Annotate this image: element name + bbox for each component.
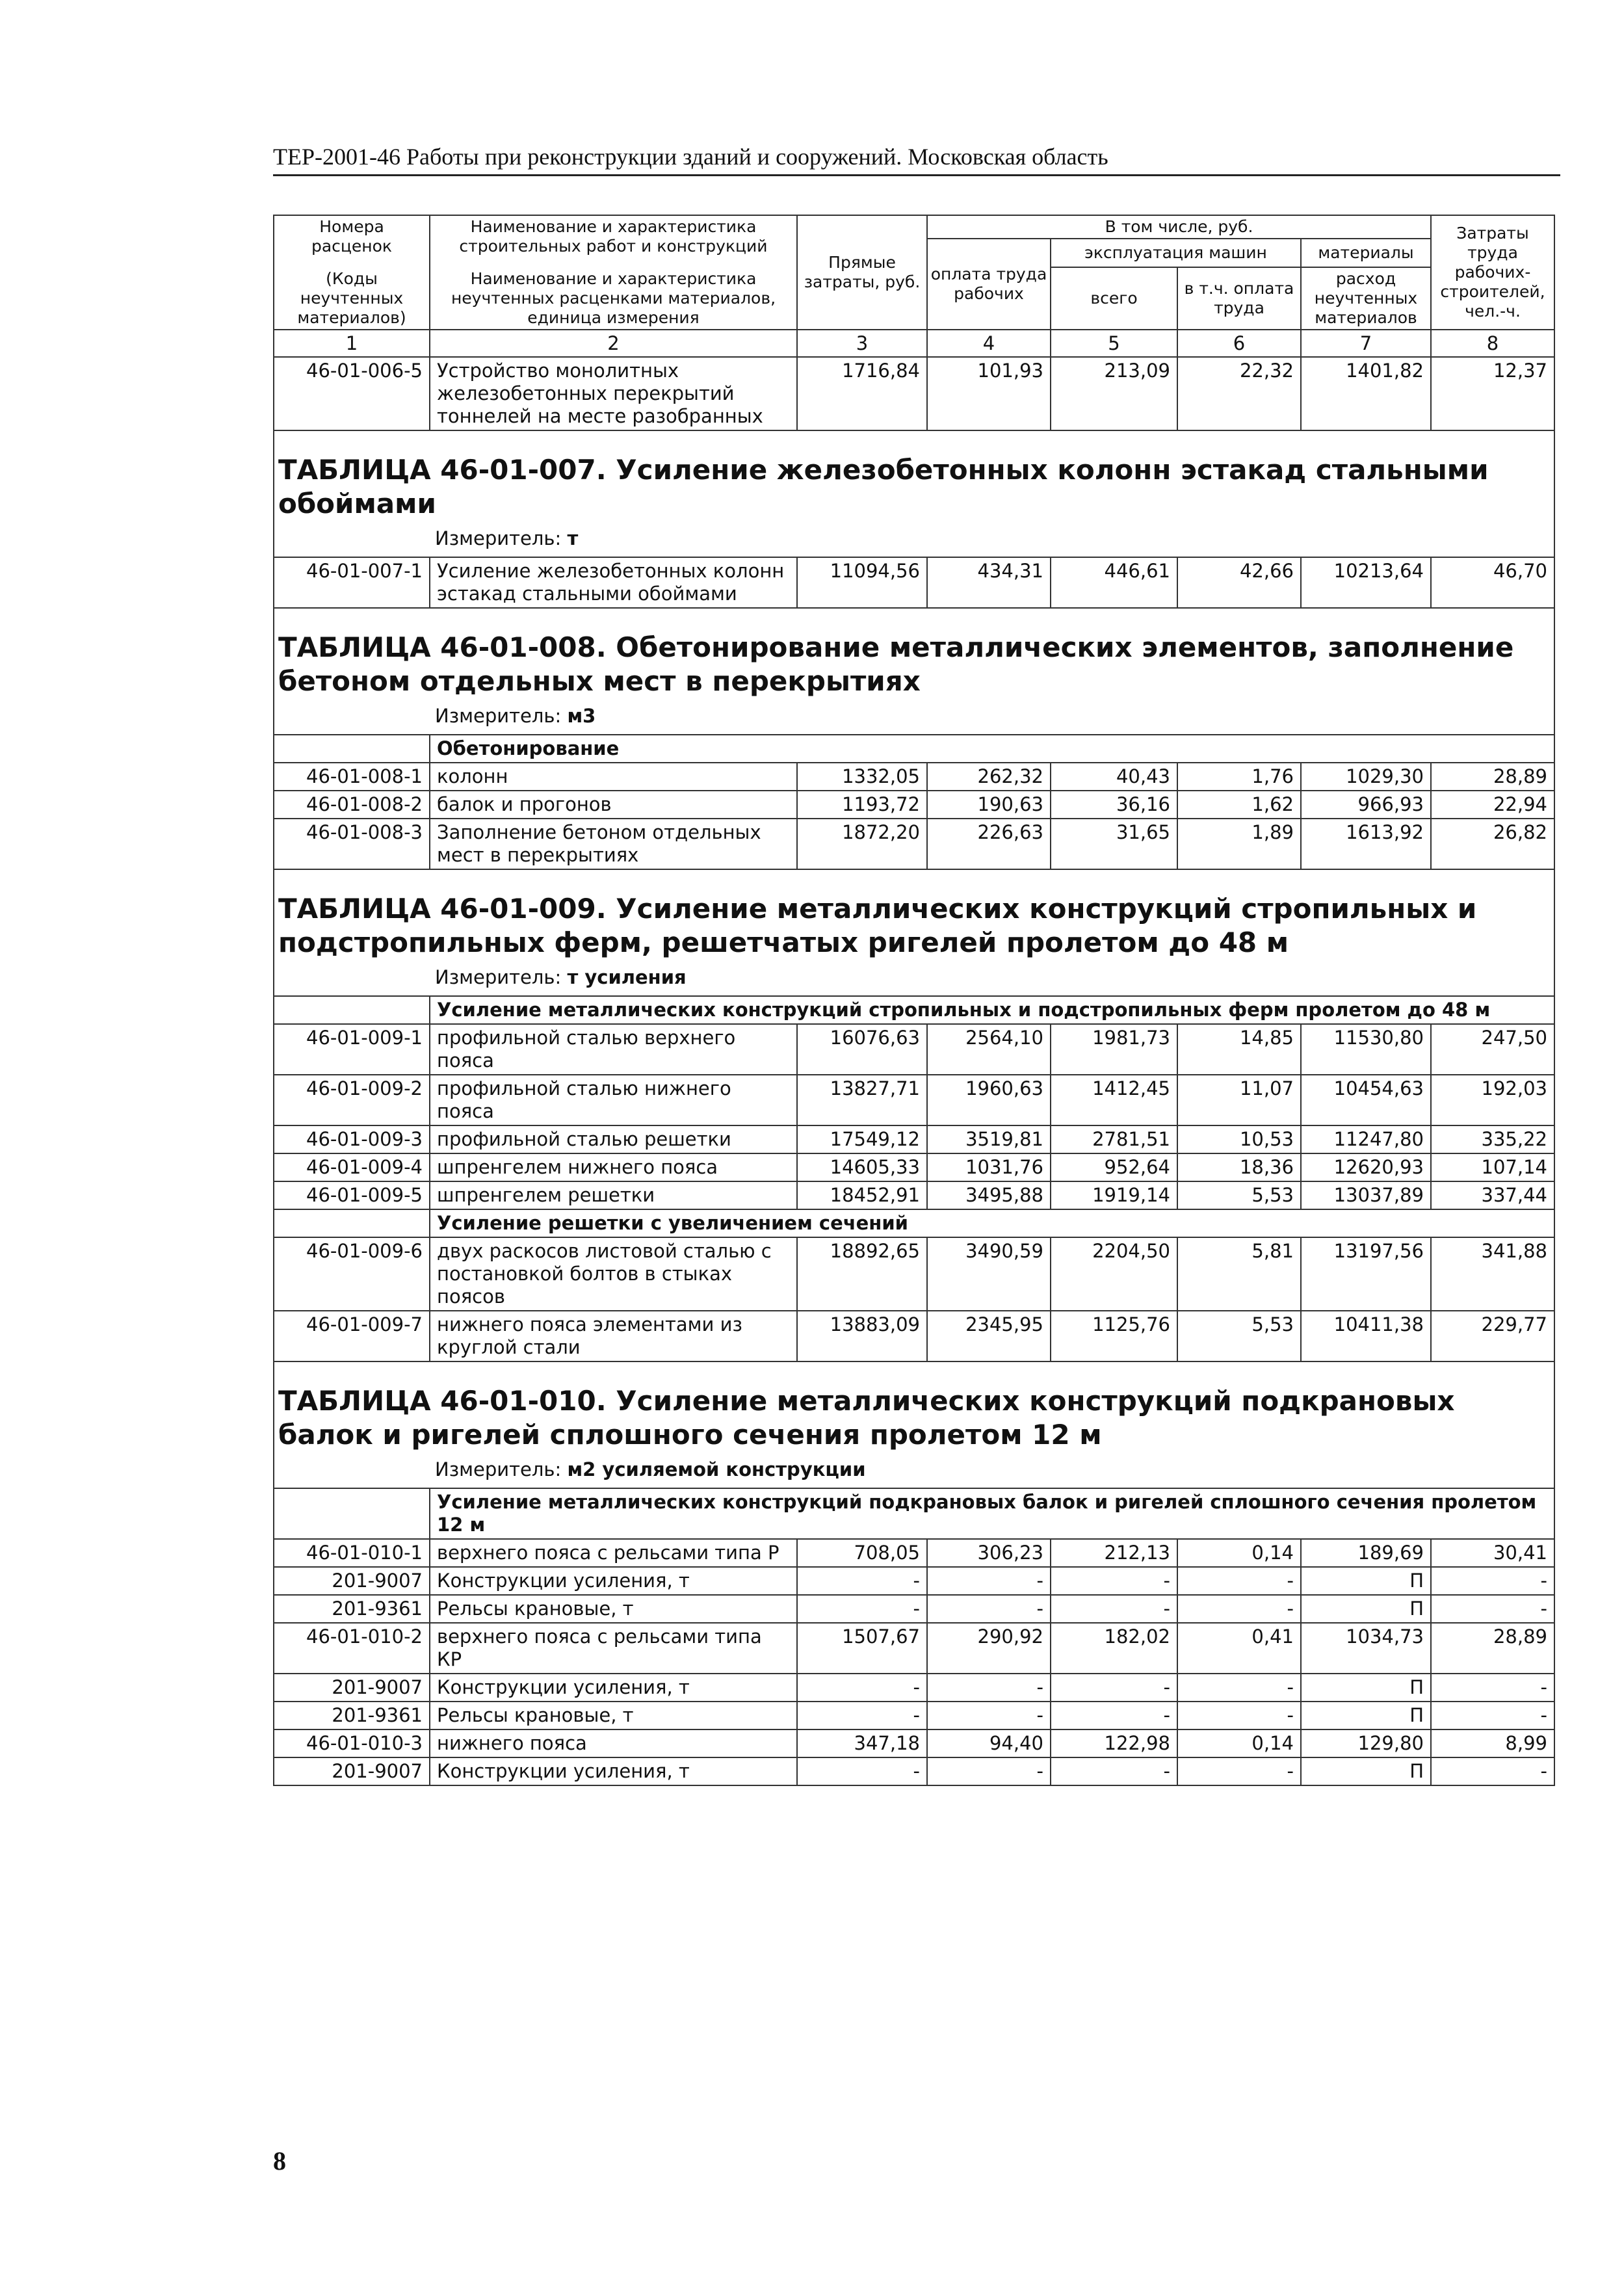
- cell-wages: 190,63: [927, 791, 1051, 819]
- cell-wages: 290,92: [927, 1623, 1051, 1674]
- cell-machines-wages: 0,14: [1177, 1539, 1301, 1567]
- unit-line: [274, 698, 1554, 735]
- row-code: 46-01-009-7: [274, 1311, 430, 1361]
- cell-labor: 107,14: [1431, 1153, 1554, 1181]
- row-name: Устройство монолитных железобетонных перекрытий тоннелей на месте разобранных: [430, 357, 797, 430]
- row-code: 46-01-009-4: [274, 1153, 430, 1181]
- column-number: 3: [797, 330, 927, 357]
- cell-machines: 1919,14: [1051, 1181, 1177, 1209]
- cell-materials: П: [1301, 1567, 1431, 1595]
- table-row: [274, 1567, 1554, 1595]
- column-number: 5: [1051, 330, 1177, 357]
- col-header-machines: эксплуатация машин: [1051, 239, 1301, 267]
- table-title: ТАБЛИЦА 46-01-010. Усиление металлических конструкций подкрановых балок и ригелей сплошного сечения пролетом 12 м: [274, 1384, 1554, 1452]
- unit-line: [274, 960, 1554, 996]
- unit-label: Измеритель:: [435, 1458, 562, 1480]
- table-row: [274, 1075, 1554, 1125]
- row-name: профильной сталью нижнего пояса: [430, 1075, 797, 1125]
- table-row: [274, 1181, 1554, 1209]
- cell-materials: 1034,73: [1301, 1623, 1431, 1674]
- spacer: [274, 430, 1554, 453]
- row-code: 46-01-006-5: [274, 357, 430, 430]
- row-code: 46-01-010-1: [274, 1539, 430, 1567]
- row-code: 46-01-009-6: [274, 1237, 430, 1311]
- cell-direct: 1507,67: [797, 1623, 927, 1674]
- section-row: [274, 996, 1554, 1024]
- unit-line: [274, 1452, 1554, 1488]
- cell-direct: 1872,20: [797, 819, 927, 869]
- cell-machines-wages: 5,53: [1177, 1311, 1301, 1361]
- unit-line: [274, 521, 1554, 557]
- cell-labor: -: [1431, 1567, 1554, 1595]
- cell-labor: 12,37: [1431, 357, 1554, 430]
- table-row: [274, 791, 1554, 819]
- section-blank: [274, 1488, 430, 1539]
- cell-machines-wages: -: [1177, 1674, 1301, 1702]
- row-code: 46-01-009-2: [274, 1075, 430, 1125]
- table-title: ТАБЛИЦА 46-01-008. Обетонирование металлических элементов, заполнение бетоном отдельных мест в перекрытиях: [274, 631, 1554, 698]
- spacer: [274, 1361, 1554, 1384]
- cell-wages: -: [927, 1595, 1051, 1623]
- cell-wages: 306,23: [927, 1539, 1051, 1567]
- cell-direct: 1193,72: [797, 791, 927, 819]
- cell-machines: 182,02: [1051, 1623, 1177, 1674]
- cell-labor: 341,88: [1431, 1237, 1554, 1311]
- cell-labor: 229,77: [1431, 1311, 1554, 1361]
- table-title: ТАБЛИЦА 46-01-009. Усиление металлических конструкций стропильных и подстропильных ферм, решетчатых ригелей пролетом до 48 м: [274, 892, 1554, 960]
- table-row: [274, 1623, 1554, 1674]
- unit-label: Измеритель:: [435, 705, 562, 727]
- cell-materials: 966,93: [1301, 791, 1431, 819]
- table-row: [274, 1595, 1554, 1623]
- row-code: 46-01-009-5: [274, 1181, 430, 1209]
- row-name: нижнего пояса: [430, 1729, 797, 1757]
- column-number: 8: [1431, 330, 1554, 357]
- cell-machines: 1981,73: [1051, 1024, 1177, 1075]
- cell-machines: 31,65: [1051, 819, 1177, 869]
- running-header: ТЕР-2001-46 Работы при реконструкции зданий и сооружений. Московская область: [273, 142, 1560, 176]
- cell-labor: 28,89: [1431, 1623, 1554, 1674]
- cell-wages: 1031,76: [927, 1153, 1051, 1181]
- col-header-labor: Затраты труда рабочих-строителей, чел.-ч.: [1431, 215, 1554, 330]
- cell-direct: -: [797, 1702, 927, 1729]
- row-code: 46-01-010-2: [274, 1623, 430, 1674]
- cell-machines-wages: 1,62: [1177, 791, 1301, 819]
- row-name: Конструкции усиления, т: [430, 1674, 797, 1702]
- cell-labor: -: [1431, 1757, 1554, 1785]
- unit-label: Измеритель:: [435, 966, 562, 988]
- spacer: [274, 869, 1554, 892]
- row-name: Конструкции усиления, т: [430, 1567, 797, 1595]
- table-row: [274, 1153, 1554, 1181]
- cell-machines: 446,61: [1051, 557, 1177, 608]
- cell-machines: -: [1051, 1567, 1177, 1595]
- table-row: [274, 557, 1554, 608]
- cell-labor: 8,99: [1431, 1729, 1554, 1757]
- row-code: 201-9361: [274, 1702, 430, 1729]
- row-name: колонн: [430, 763, 797, 791]
- cell-machines: 2781,51: [1051, 1125, 1177, 1153]
- cell-materials: П: [1301, 1595, 1431, 1623]
- col-header-name: Наименование и характеристика строительных работ и конструкций Наименование и характеристика неучтенных расценками материалов, единица измерения: [430, 215, 797, 330]
- cell-materials: 1029,30: [1301, 763, 1431, 791]
- cell-machines-wages: 18,36: [1177, 1153, 1301, 1181]
- cell-machines-wages: 14,85: [1177, 1024, 1301, 1075]
- cell-direct: 17549,12: [797, 1125, 927, 1153]
- cell-wages: -: [927, 1702, 1051, 1729]
- cell-machines-wages: -: [1177, 1702, 1301, 1729]
- table-row: [274, 763, 1554, 791]
- unit-value: т: [567, 527, 579, 549]
- unit-value: м3: [567, 705, 596, 727]
- cell-direct: 13827,71: [797, 1075, 927, 1125]
- section-title: Обетонирование: [430, 735, 1554, 763]
- cell-materials: 12620,93: [1301, 1153, 1431, 1181]
- row-code: 46-01-008-1: [274, 763, 430, 791]
- col-header-incl-wages: в т.ч. оплата труда: [1177, 267, 1301, 330]
- cell-machines-wages: 5,81: [1177, 1237, 1301, 1311]
- table-row: [274, 1539, 1554, 1567]
- row-code: 46-01-009-1: [274, 1024, 430, 1075]
- row-code: 46-01-007-1: [274, 557, 430, 608]
- cell-machines: -: [1051, 1674, 1177, 1702]
- cell-labor: 28,89: [1431, 763, 1554, 791]
- section-blank: [274, 1209, 430, 1237]
- cell-wages: 94,40: [927, 1729, 1051, 1757]
- row-name: верхнего пояса с рельсами типа КР: [430, 1623, 797, 1674]
- cell-materials: 13197,56: [1301, 1237, 1431, 1311]
- cell-labor: 22,94: [1431, 791, 1554, 819]
- page-number: 8: [273, 2146, 286, 2176]
- cell-labor: 337,44: [1431, 1181, 1554, 1209]
- cell-materials: 189,69: [1301, 1539, 1431, 1567]
- cell-direct: -: [797, 1567, 927, 1595]
- row-name: двух раскосов листовой сталью с постановкой болтов в стыках поясов: [430, 1237, 797, 1311]
- cell-direct: 13883,09: [797, 1311, 927, 1361]
- cell-labor: 192,03: [1431, 1075, 1554, 1125]
- row-name: Конструкции усиления, т: [430, 1757, 797, 1785]
- table-row: [274, 819, 1554, 869]
- row-name: Рельсы крановые, т: [430, 1702, 797, 1729]
- cell-materials: 11247,80: [1301, 1125, 1431, 1153]
- unit-value: т усиления: [567, 966, 687, 988]
- cell-wages: 101,93: [927, 357, 1051, 430]
- cell-materials: 13037,89: [1301, 1181, 1431, 1209]
- cell-machines: 213,09: [1051, 357, 1177, 430]
- col-header-total: всего: [1051, 267, 1177, 330]
- col-header-materials: материалы: [1301, 239, 1431, 267]
- cell-labor: 46,70: [1431, 557, 1554, 608]
- table-title: ТАБЛИЦА 46-01-007. Усиление железобетонных колонн эстакад стальными обоймами: [274, 453, 1554, 521]
- cell-materials: 10411,38: [1301, 1311, 1431, 1361]
- col-header-wages: оплата труда рабочих: [927, 239, 1051, 330]
- row-name: шпренгелем нижнего пояса: [430, 1153, 797, 1181]
- price-table: [273, 215, 1555, 1786]
- cell-wages: -: [927, 1674, 1051, 1702]
- cell-direct: 347,18: [797, 1729, 927, 1757]
- cell-machines: 36,16: [1051, 791, 1177, 819]
- table-row: [274, 1729, 1554, 1757]
- cell-wages: 3490,59: [927, 1237, 1051, 1311]
- section-blank: [274, 996, 430, 1024]
- row-code: 201-9007: [274, 1567, 430, 1595]
- cell-machines-wages: 22,32: [1177, 357, 1301, 430]
- cell-direct: 18892,65: [797, 1237, 927, 1311]
- cell-labor: -: [1431, 1674, 1554, 1702]
- cell-machines-wages: -: [1177, 1567, 1301, 1595]
- row-code: 201-9361: [274, 1595, 430, 1623]
- cell-machines: 2204,50: [1051, 1237, 1177, 1311]
- cell-materials: 129,80: [1301, 1729, 1431, 1757]
- cell-direct: 1332,05: [797, 763, 927, 791]
- row-code: 46-01-010-3: [274, 1729, 430, 1757]
- cell-machines-wages: 1,76: [1177, 763, 1301, 791]
- row-name: профильной сталью решетки: [430, 1125, 797, 1153]
- cell-materials: 11530,80: [1301, 1024, 1431, 1075]
- table-row: [274, 1757, 1554, 1785]
- cell-machines: 1125,76: [1051, 1311, 1177, 1361]
- cell-machines-wages: 11,07: [1177, 1075, 1301, 1125]
- cell-machines: 212,13: [1051, 1539, 1177, 1567]
- section-blank: [274, 735, 430, 763]
- cell-machines-wages: 42,66: [1177, 557, 1301, 608]
- section-row: [274, 1488, 1554, 1539]
- table-row: [274, 1125, 1554, 1153]
- row-code: 201-9007: [274, 1674, 430, 1702]
- cell-labor: 335,22: [1431, 1125, 1554, 1153]
- cell-machines-wages: -: [1177, 1595, 1301, 1623]
- section-title: Усиление металлических конструкций подкрановых балок и ригелей сплошного сечения пролетом 12 м: [430, 1488, 1554, 1539]
- cell-machines-wages: 5,53: [1177, 1181, 1301, 1209]
- cell-direct: 11094,56: [797, 557, 927, 608]
- col-header-unaccounted: расход неучтенных материалов: [1301, 267, 1431, 330]
- row-name: Усиление железобетонных колонн эстакад стальными обоймами: [430, 557, 797, 608]
- column-number: 1: [274, 330, 430, 357]
- cell-machines-wages: 0,41: [1177, 1623, 1301, 1674]
- section-row: [274, 1209, 1554, 1237]
- column-number: 6: [1177, 330, 1301, 357]
- cell-machines-wages: 0,14: [1177, 1729, 1301, 1757]
- cell-wages: 1960,63: [927, 1075, 1051, 1125]
- row-name: шпренгелем решетки: [430, 1181, 797, 1209]
- table-row: [274, 357, 1554, 430]
- cell-direct: -: [797, 1595, 927, 1623]
- cell-machines-wages: -: [1177, 1757, 1301, 1785]
- cell-direct: 708,05: [797, 1539, 927, 1567]
- cell-wages: 226,63: [927, 819, 1051, 869]
- cell-materials: П: [1301, 1674, 1431, 1702]
- spacer: [274, 608, 1554, 631]
- cell-materials: 1401,82: [1301, 357, 1431, 430]
- cell-machines: 122,98: [1051, 1729, 1177, 1757]
- cell-materials: П: [1301, 1702, 1431, 1729]
- row-name: балок и прогонов: [430, 791, 797, 819]
- cell-machines: 40,43: [1051, 763, 1177, 791]
- col-header-incl: В том числе, руб.: [927, 215, 1431, 239]
- cell-machines-wages: 10,53: [1177, 1125, 1301, 1153]
- cell-direct: -: [797, 1757, 927, 1785]
- table-row: [274, 1024, 1554, 1075]
- cell-wages: 3495,88: [927, 1181, 1051, 1209]
- row-code: 46-01-009-3: [274, 1125, 430, 1153]
- table-row: [274, 1702, 1554, 1729]
- cell-labor: 26,82: [1431, 819, 1554, 869]
- cell-wages: 2564,10: [927, 1024, 1051, 1075]
- row-name: Рельсы крановые, т: [430, 1595, 797, 1623]
- unit-value: м2 усиляемой конструкции: [567, 1458, 866, 1480]
- cell-labor: 247,50: [1431, 1024, 1554, 1075]
- section-title: Усиление решетки с увеличением сечений: [430, 1209, 1554, 1237]
- cell-labor: -: [1431, 1595, 1554, 1623]
- cell-wages: 3519,81: [927, 1125, 1051, 1153]
- cell-machines: -: [1051, 1757, 1177, 1785]
- row-code: 46-01-008-2: [274, 791, 430, 819]
- cell-wages: 434,31: [927, 557, 1051, 608]
- table-row: [274, 1311, 1554, 1361]
- cell-materials: 10454,63: [1301, 1075, 1431, 1125]
- cell-wages: 262,32: [927, 763, 1051, 791]
- cell-direct: 1716,84: [797, 357, 927, 430]
- cell-machines: 1412,45: [1051, 1075, 1177, 1125]
- cell-wages: -: [927, 1567, 1051, 1595]
- column-numbers-row: [274, 330, 1554, 357]
- row-name: профильной сталью верхнего пояса: [430, 1024, 797, 1075]
- cell-labor: 30,41: [1431, 1539, 1554, 1567]
- table-row: [274, 1674, 1554, 1702]
- section-title: Усиление металлических конструкций стропильных и подстропильных ферм пролетом до 48 м: [430, 996, 1554, 1024]
- unit-label: Измеритель:: [435, 527, 562, 549]
- cell-direct: -: [797, 1674, 927, 1702]
- cell-wages: 2345,95: [927, 1311, 1051, 1361]
- cell-materials: П: [1301, 1757, 1431, 1785]
- cell-direct: 14605,33: [797, 1153, 927, 1181]
- table-row: [274, 1237, 1554, 1311]
- row-name: Заполнение бетоном отдельных мест в перекрытиях: [430, 819, 797, 869]
- cell-machines: -: [1051, 1595, 1177, 1623]
- cell-machines: -: [1051, 1702, 1177, 1729]
- col-header-codes: Номера расценок (Коды неучтенных материалов): [274, 215, 430, 330]
- row-name: верхнего пояса с рельсами типа Р: [430, 1539, 797, 1567]
- row-name: нижнего пояса элементами из круглой стали: [430, 1311, 797, 1361]
- cell-direct: 18452,91: [797, 1181, 927, 1209]
- cell-wages: -: [927, 1757, 1051, 1785]
- row-code: 46-01-008-3: [274, 819, 430, 869]
- cell-machines: 952,64: [1051, 1153, 1177, 1181]
- cell-machines-wages: 1,89: [1177, 819, 1301, 869]
- cell-labor: -: [1431, 1702, 1554, 1729]
- cell-materials: 10213,64: [1301, 557, 1431, 608]
- column-number: 7: [1301, 330, 1431, 357]
- cell-direct: 16076,63: [797, 1024, 927, 1075]
- column-number: 4: [927, 330, 1051, 357]
- section-row: [274, 735, 1554, 763]
- cell-materials: 1613,92: [1301, 819, 1431, 869]
- col-header-direct-costs: Прямые затраты, руб.: [797, 215, 927, 330]
- row-code: 201-9007: [274, 1757, 430, 1785]
- column-number: 2: [430, 330, 797, 357]
